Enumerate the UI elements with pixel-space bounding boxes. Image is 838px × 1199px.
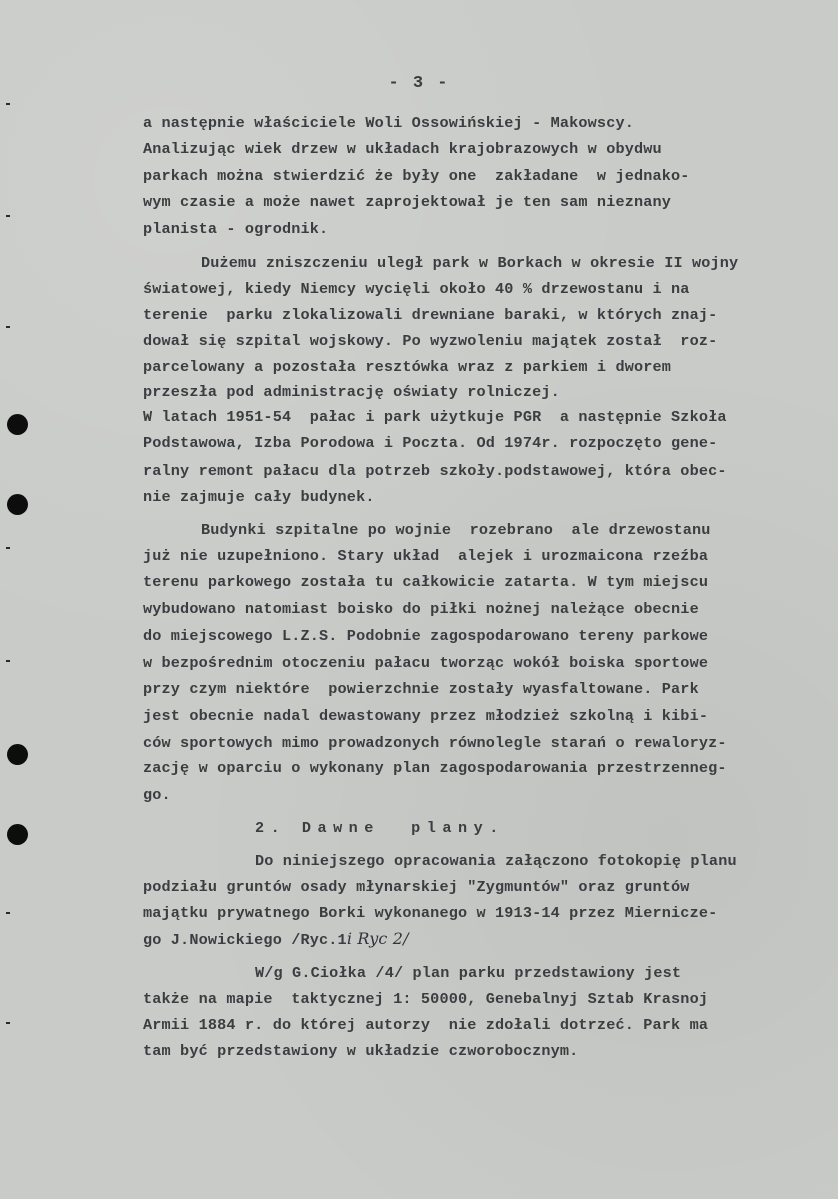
- text-line: światowej, kiedy Niemcy wycięli około 40 % drzewostanu i na: [143, 280, 690, 298]
- text-line: wybudowano natomiast boisko do piłki nożnej należące obecnie: [143, 600, 699, 618]
- text-line: parcelowany a pozostała resztówka wraz z parkiem i dworem: [143, 358, 672, 376]
- text-line: Podstawowa, Izba Porodowa i Poczta. Od 1974r. rozpoczęto gene-: [143, 434, 718, 452]
- text-line: terenie parku zlokalizowali drewniane baraki, w których znaj-: [143, 306, 718, 324]
- text-line: podziału gruntów osady młynarskiej "Zygmuntów" oraz gruntów: [143, 878, 690, 896]
- text-line: W latach 1951-54 pałac i park użytkuje PGR a następnie Szkoła: [143, 408, 727, 426]
- handwritten-annotation: i Ryc 2/: [346, 929, 409, 948]
- text-line: przy czym niektóre powierzchnie zostały wyasfaltowane. Park: [143, 680, 699, 698]
- text-line: Analizując wiek drzew w układach krajobrazowych w obydwu: [143, 140, 662, 158]
- margin-mark: [6, 103, 10, 105]
- text-line: przeszła pod administrację oświaty rolniczej.: [143, 383, 560, 401]
- margin-mark: [6, 660, 10, 662]
- margin-mark: [6, 912, 10, 914]
- margin-mark: [6, 326, 10, 328]
- section-heading: 2. Dawne plany.: [255, 819, 505, 837]
- text-line: w bezpośrednim otoczeniu pałacu tworząc wokół boiska sportowe: [143, 654, 709, 672]
- text-line: ralny remont pałacu dla potrzeb szkoły.podstawowej, która obec-: [143, 462, 727, 480]
- text-line: także na mapie taktycznej 1: 50000, Genebalnyj Sztab Krasnoj: [143, 990, 709, 1008]
- margin-mark: [6, 215, 10, 217]
- text-line: dował się szpital wojskowy. Po wyzwoleniu majątek został roz-: [143, 332, 718, 350]
- text-line: już nie uzupełniono. Stary układ alejek i urozmaicona rzeźba: [143, 547, 709, 565]
- text-line: go.: [143, 786, 171, 804]
- text-line: majątku prywatnego Borki wykonanego w 1913-14 przez Miernicze-: [143, 904, 718, 922]
- margin-mark: [6, 547, 10, 549]
- text-line: tam być przedstawiony w układzie czworobocznym.: [143, 1042, 579, 1060]
- text-line: planista - ogrodnik.: [143, 220, 329, 238]
- text-line: do miejscowego L.Z.S. Podobnie zagospodarowano tereny parkowe: [143, 627, 709, 645]
- text-line: ców sportowych mimo prowadzonych równolegle starań o rewaloryz-: [143, 734, 727, 752]
- text-line: Armii 1884 r. do której autorzy nie zdołali dotrzeć. Park ma: [143, 1016, 709, 1034]
- text-line: jest obecnie nadal dewastowany przez młodzież szkolną i kibi-: [143, 707, 709, 725]
- binder-hole: [7, 824, 28, 845]
- text-line: parkach można stwierdzić że były one zakładane w jednako-: [143, 167, 690, 185]
- text-line: Do niniejszego opracowania załączono fotokopię planu: [255, 852, 737, 870]
- binder-hole: [7, 494, 28, 515]
- text-line: terenu parkowego została tu całkowicie zatarta. W tym miejscu: [143, 573, 709, 591]
- text-line: wym czasie a może nawet zaprojektował je ten sam nieznany: [143, 193, 672, 211]
- page-number: - 3 -: [388, 74, 450, 93]
- text-line: zację w oparciu o wykonany plan zagospodarowania przestrzenneg-: [143, 759, 727, 777]
- text-line: Dużemu zniszczeniu uległ park w Borkach w okresie II wojny: [201, 254, 739, 272]
- text-line: [143, 929, 409, 950]
- text-line: nie zajmuje cały budynek.: [143, 488, 375, 506]
- binder-hole: [7, 414, 28, 435]
- text-line: a następnie właściciele Woli Ossowińskiej - Makowscy.: [143, 114, 634, 132]
- binder-hole: [7, 744, 28, 765]
- text-line: W/g G.Ciołka /4/ plan parku przedstawiony jest: [255, 964, 682, 982]
- text-line-typed: go J.Nowickiego /Ryc.1: [143, 931, 347, 949]
- text-line: Budynki szpitalne po wojnie rozebrano ale drzewostanu: [201, 521, 711, 539]
- margin-mark: [6, 1022, 10, 1024]
